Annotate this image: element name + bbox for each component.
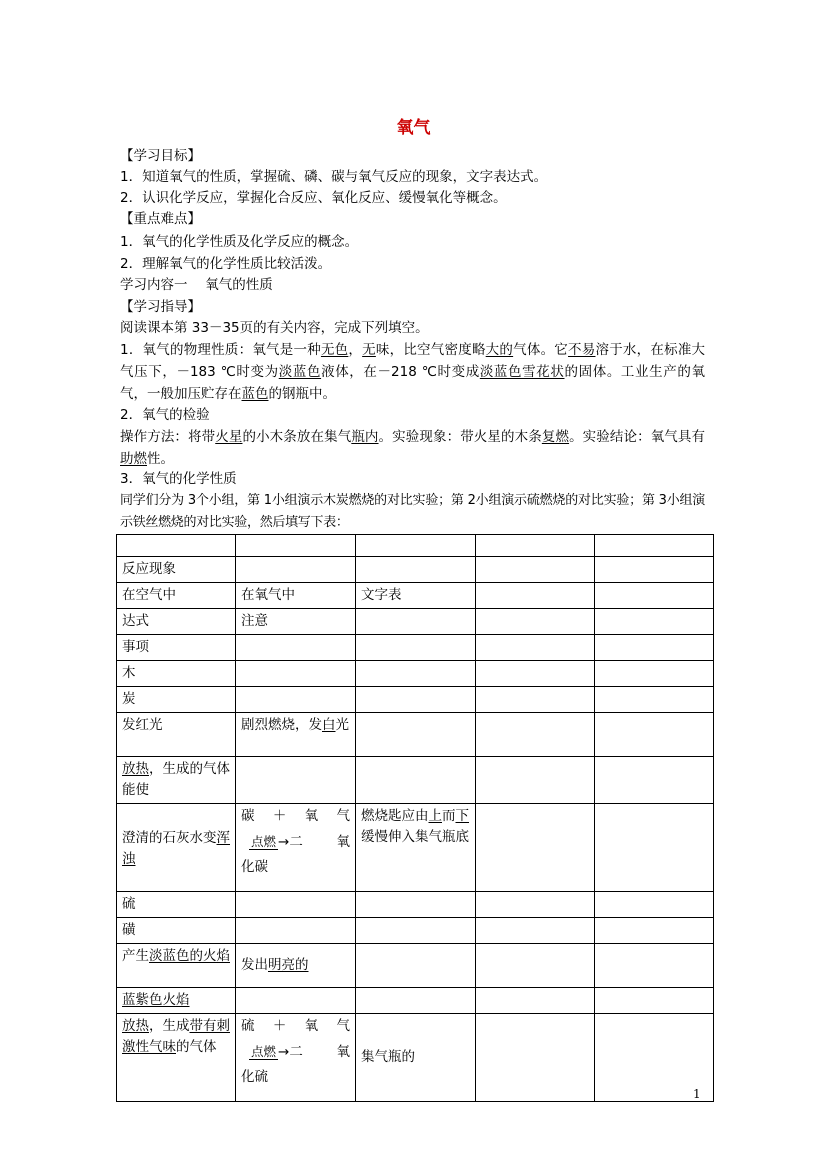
heading-chemical-properties: 3．氧气的化学性质 [120, 471, 237, 487]
table-row: 发红光 剧烈燃烧，发白光 [117, 713, 714, 757]
answer-blank: 无色 [320, 342, 349, 358]
physical-properties-paragraph: 1．氧气的物理性质：氧气是一种无色，无味，比空气密度略大的气体。它不易溶于水，在标准大气压下，－183 ℃时变为淡蓝色液体，在－218 ℃时变成淡蓝色雪花状的固体。工业生产的氧气，一般加压贮存在蓝色的钢瓶中。 [120, 342, 706, 402]
table-row: 放热，生成的气体能使 [117, 757, 714, 804]
table-row: 磺 [117, 918, 714, 944]
answer-blank: 火星 [215, 429, 243, 445]
section-heading-key-points: 【重点难点】 [120, 211, 201, 227]
key-point-1: 1．氧气的化学性质及化学反应的概念。 [120, 234, 359, 250]
answer-blank: 大的 [485, 342, 514, 358]
table-row: 反应现象 [117, 557, 714, 583]
table-row: 达式 注意 [117, 609, 714, 635]
answer-blank: 助燃 [120, 451, 147, 467]
content-heading: 学习内容一 氧气的性质 [120, 277, 273, 293]
table-row: 炭 [117, 687, 714, 713]
page-title: 氧气 [396, 118, 431, 138]
reaction-table [116, 534, 714, 1102]
table-row: 澄清的石灰水变浑浊 碳 ＋ 氧 气 点燃 →二 氧 化碳 燃烧匙应由上而下缓慢伸入集气瓶底 [117, 804, 714, 892]
oxygen-test-paragraph: 操作方法：将带火星的小木条放在集气瓶内。实验现象：带火星的木条复燃。实验结论：氧气具有助燃性。 [120, 429, 706, 467]
section-heading-guide: 【学习指导】 [120, 299, 201, 315]
table-row: 产生淡蓝色的火焰 发出明亮的 [117, 944, 714, 988]
heading-oxygen-test: 2．氧气的检验 [120, 407, 210, 423]
objective-2: 2．认识化学反应，掌握化合反应、氧化反应、缓慢氧化等概念。 [120, 190, 507, 206]
key-point-2: 2．理解氧气的化学性质比较活泼。 [120, 256, 332, 272]
table-row: 事项 [117, 635, 714, 661]
group-instructions: 同学们分为 3个小组，第 1小组演示木炭燃烧的对比实验；第 2小组演示硫燃烧的对比实验；第 3小组演示铁丝燃烧的对比实验，然后填写下表： [120, 493, 705, 530]
carbon-word-equation: 碳 ＋ 氧 气 点燃 →二 氧 化碳 [241, 808, 350, 875]
answer-blank: 复燃 [541, 429, 570, 445]
section-heading-objectives: 【学习目标】 [120, 148, 201, 164]
answer-blank: 淡蓝色雪花状 [479, 364, 565, 380]
answer-blank: 无 [362, 342, 376, 358]
table-row: 硫 [117, 892, 714, 918]
sulfur-word-equation: 硫 ＋ 氧 气 点燃 →二 氧 化硫 [241, 1018, 350, 1085]
table-row: 木 [117, 661, 714, 687]
answer-blank: 瓶内 [351, 429, 379, 445]
table-row: 放热，生成带有刺激性气味的气体 硫 ＋ 氧 气 点燃 →二 氧 化硫 集气瓶的 [117, 1014, 714, 1102]
answer-blank: 淡蓝色 [278, 364, 322, 380]
guide-intro: 阅读课本第 33－35页的有关内容，完成下列填空。 [120, 320, 429, 336]
page-number: 1 [693, 1087, 701, 1101]
answer-blank: 不易 [568, 342, 596, 358]
table-row: 蓝紫色火焰 [117, 988, 714, 1014]
table-row: 在空气中 在氧气中 文字表 [117, 583, 714, 609]
table-row [117, 535, 714, 557]
objective-1: 1．知道氧气的性质，掌握硫、磷、碳与氧气反应的现象，文字表达式。 [120, 169, 548, 185]
answer-blank: 蓝色 [241, 386, 269, 402]
